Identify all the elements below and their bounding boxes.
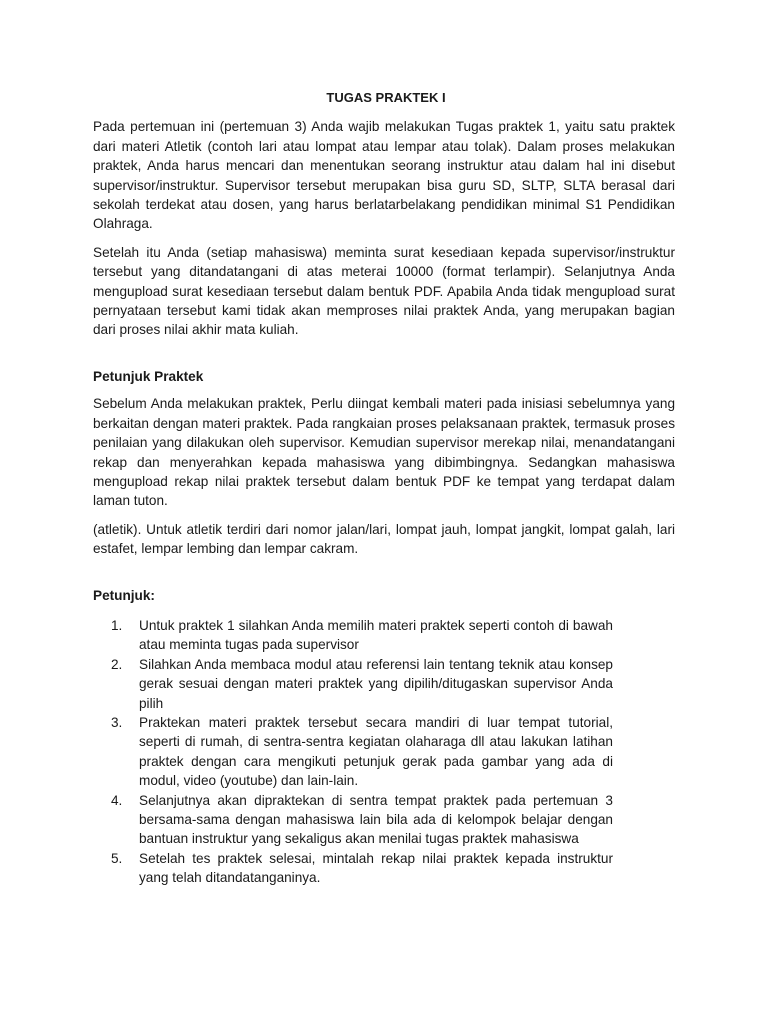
list-item-number: 3.	[111, 714, 123, 730]
petunjuk-list	[93, 616, 613, 888]
intro-paragraph-2: Setelah itu Anda (setiap mahasiswa) meminta surat kesediaan kepada supervisor/instruktur tersebut yang ditandatangani di atas meterai 10000 (format terlampir). Selanjutnya Anda mengupload surat kesediaan tersebut dalam bentuk PDF. Apabila Anda tidak mengupload surat pernyataan tersebut kami tidak akan memproses nilai praktek Anda, yang merupakan bagian dari proses nilai akhir mata kuliah.	[93, 244, 675, 338]
section-spacer	[93, 349, 675, 367]
petunjuk-praktek-paragraph-1: Sebelum Anda melakukan praktek, Perlu diingat kembali materi pada inisiasi sebelumnya yang berkaitan dengan materi praktek. Pada rangkaian proses pelaksanaan praktek, termasuk proses penilaian yang dilakukan oleh supervisor. Kemudian supervisor merekap nilai, menandatangani rekap dan menyerahkan kepada mahasiswa yang dibimbingnya. Sedangkan mahasiswa mengupload rekap nilai praktek tersebut dalam bentuk PDF ke tempat yang terdapat dalam laman tuton.	[93, 396, 675, 509]
petunjuk-heading: Petunjuk:	[93, 587, 155, 603]
list-item-number: 5.	[111, 850, 123, 866]
list-item-number: 1.	[111, 617, 123, 633]
intro-paragraph-1: Pada pertemuan ini (pertemuan 3) Anda wajib melakukan Tugas praktek 1, yaitu satu praktek dari materi Atletik (contoh lari atau lompat atau lempar atau tolak). Dalam proses melakukan praktek, Anda harus mencari dan menentukan seorang instruktur atau dalam hal ini disebut supervisor/instruktur. Supervisor tersebut merupakan bisa guru SD, SLTP, SLTA berasal dari sekolah terdekat atau dosen, yang harus berlatarbelakang pendidikan minimal S1 Pendidikan Olahraga.	[93, 119, 675, 232]
document-title: TUGAS PRAKTEK I	[326, 90, 446, 105]
list-item-text: Praktekan materi praktek tersebut secara mandiri di luar tempat tutorial, seperti di rumah, di sentra-sentra kegiatan olaharaga dll atau lakukan latihan praktek dengan cara mengikuti petunjuk gerak pada gambar yang ada di modul, video (youtube) dan lain-lain.	[139, 714, 613, 789]
section-spacer	[93, 568, 675, 586]
list-item-text: Untuk praktek 1 silahkan Anda memilih materi praktek seperti contoh di bawah atau meminta tugas pada supervisor	[139, 617, 613, 653]
list-item	[93, 791, 613, 849]
document-page	[93, 88, 675, 888]
list-item	[93, 655, 613, 713]
list-item-number: 2.	[111, 656, 123, 672]
list-item	[93, 713, 613, 791]
list-item-text: Setelah tes praktek selesai, mintalah rekap nilai praktek kepada instruktur yang telah ditandatanganinya.	[139, 850, 613, 886]
list-item-number: 4.	[111, 792, 123, 808]
list-item-text: Silahkan Anda membaca modul atau referensi lain tentang teknik atau konsep gerak sesuai dengan materi praktek yang dipilih/ditugaskan supervisor Anda pilih	[139, 656, 613, 711]
petunjuk-praktek-paragraph-2: (atletik). Untuk atletik terdiri dari nomor jalan/lari, lompat jauh, lompat jangkit, lompat galah, lari estafet, lempar lembing dan lempar cakram.	[93, 521, 675, 557]
list-item	[93, 849, 613, 888]
list-item-text: Selanjutnya akan dipraktekan di sentra tempat praktek pada pertemuan 3 bersama-sama dengan mahasiswa lain bila ada di kelompok belajar dengan bantuan instruktur yang sekaligus akan menilai tugas praktek mahasiswa	[139, 792, 613, 847]
petunjuk-praktek-heading: Petunjuk Praktek	[93, 368, 204, 384]
list-item	[93, 616, 613, 655]
